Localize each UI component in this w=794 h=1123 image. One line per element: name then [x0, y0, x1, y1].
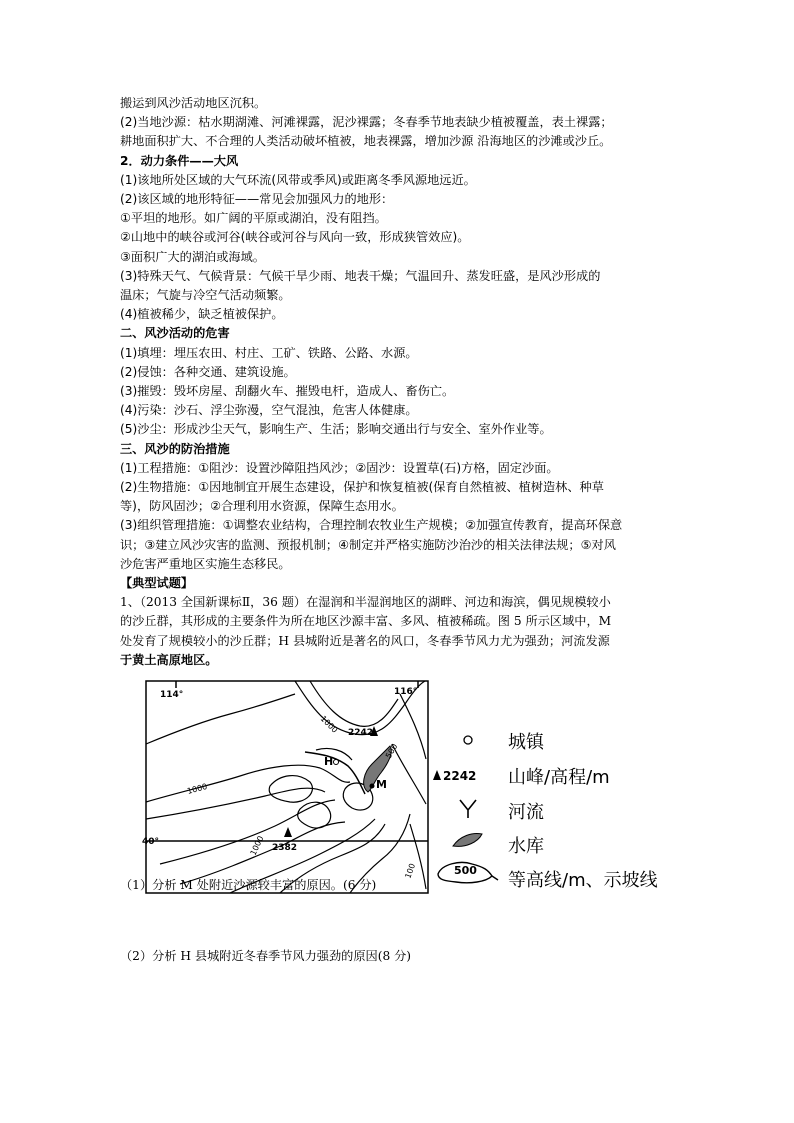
figure-map	[120, 674, 680, 904]
text-line: 搬运到风沙活动地区沉积。	[120, 96, 267, 110]
legend-town-icon	[464, 736, 472, 744]
question-intro: 1、（2013 全国新课标Ⅱ，36 题）在湿润和半湿润地区的湖畔、河边和海滨，偶见规模较小	[120, 595, 611, 610]
town-h-label: H	[324, 755, 334, 769]
legend-reservoir-icon	[453, 834, 482, 847]
text-line: 温床；气旋与冷空气活动频繁。	[120, 288, 291, 303]
contour-label: 100	[403, 862, 418, 880]
text-line: 识；③建立风沙灾害的监测、预报机制；④制定并严格实施防沙治沙的相关法律法规；⑤对风	[120, 537, 616, 552]
text-line: (3)组织管理措施：①调整农业结构，合理控制农牧业生产规模；②加强宣传教育，提高环保意	[120, 518, 623, 533]
section-heading: 二、风沙活动的危害	[120, 326, 230, 341]
point-m-label: M	[376, 778, 387, 792]
contour-label: 500	[383, 742, 400, 761]
legend-peak-label: 山峰/高程/m	[508, 767, 610, 789]
text-line: (2)该区域的地形特征——常见会加强风力的地形：	[120, 192, 394, 207]
text-line: ②山地中的峡谷或河谷(峡谷或河谷与风向一致，形成狭管效应)。	[120, 230, 470, 245]
text-line: (1)填埋：埋压农田、村庄、工矿、铁路、公路、水源。	[120, 345, 418, 360]
legend-river-icon	[460, 800, 476, 818]
text-line: (2)生物措施：①因地制宜开展生态建设，保护和恢复植被(保育自然植被、植树造林、种草	[120, 480, 604, 495]
legend-contour-label: 等高线/m、示坡线	[508, 870, 658, 892]
legend-reservoir-label: 水库	[508, 836, 544, 858]
text-line: 等)，防风固沙；②合理利用水资源，保障生态用水。	[120, 499, 404, 514]
text-line: (4)植被稀少，缺乏植被保护。	[120, 307, 284, 322]
section-heading: 【典型试题】	[120, 576, 194, 591]
question-intro: 于黄土高原地区。	[120, 652, 218, 667]
contour-label: 1000	[318, 714, 340, 735]
legend-peak-value: 2242	[443, 769, 477, 784]
question-1: （1）分析 M 处附近沙源较丰富的原因。(6 分)	[120, 878, 377, 892]
lat-label: 40°	[142, 837, 160, 848]
section-heading: 三、风沙的防治措施	[120, 441, 230, 456]
peak-label: 2242	[348, 728, 374, 739]
legend-river-label: 河流	[508, 802, 544, 824]
text-line: 沙危害严重地区实施生态移民。	[120, 556, 291, 571]
legend-town-label: 城镇	[508, 732, 544, 754]
question-intro: 处发育了规模较小的沙丘群；H 县城附近是著名的风口，冬春季节风力尤为强劲；河流发源	[120, 633, 610, 648]
legend-contour-value: 500	[454, 864, 477, 878]
point-m-marker	[370, 784, 375, 789]
contour-label: 1000	[248, 834, 266, 857]
lon-left-label: 114°	[160, 690, 184, 701]
document-body	[120, 94, 680, 904]
text-line: (1)该地所处区域的大气环流(风带或季风)或距离冬季风源地远近。	[120, 172, 476, 187]
text-line: (3)特殊天气、气候背景：气候干旱少雨、地表干燥；气温回升、蒸发旺盛，是风沙形成的	[120, 268, 601, 283]
text-line: (2)侵蚀：各种交通、建筑设施。	[120, 364, 296, 379]
text-line: (3)摧毁：毁坏房屋、刮翻火车、摧毁电杆，造成人、畜伤亡。	[120, 384, 455, 399]
legend-peak-icon	[433, 770, 441, 780]
text-line: (2)当地沙源：枯水期湖滩、河滩裸露，泥沙裸露；冬春季节地表缺少植被覆盖，表土裸露；	[120, 115, 613, 130]
section-heading: 2．动力条件——大风	[120, 153, 239, 168]
lon-right-label: 116°	[394, 687, 418, 698]
peak-label: 2382	[272, 843, 298, 854]
text-line: (4)污染：沙石、浮尘弥漫，空气混浊，危害人体健康。	[120, 403, 418, 418]
text-line: ③面积广大的湖泊或海域。	[120, 249, 265, 264]
town-h-marker	[334, 760, 339, 765]
text-line: 耕地面积扩大、不合理的人类活动破坏植被，地表裸露，增加沙源 沿海地区的沙滩或沙丘。	[120, 134, 612, 149]
text-line: (1)工程措施：①阻沙：设置沙障阻挡风沙；②固沙：设置草(石)方格，固定沙面。	[120, 460, 559, 475]
text-line: (5)沙尘：形成沙尘天气，影响生产、生活；影响交通出行与安全、室外作业等。	[120, 422, 552, 437]
text-line: ①平坦的地形。如广阔的平原或湖泊，没有阻挡。	[120, 211, 387, 226]
contour-label: 1000	[186, 782, 209, 797]
legend-slope-tick	[492, 876, 498, 880]
question-2: （2）分析 H 县城附近冬春季节风力强劲的原因(8 分)	[120, 949, 412, 963]
question-intro: 的沙丘群，其形成的主要条件为所在地区沙源丰富、多风、植被稀疏。图 5 所示区域中，M	[120, 614, 612, 629]
